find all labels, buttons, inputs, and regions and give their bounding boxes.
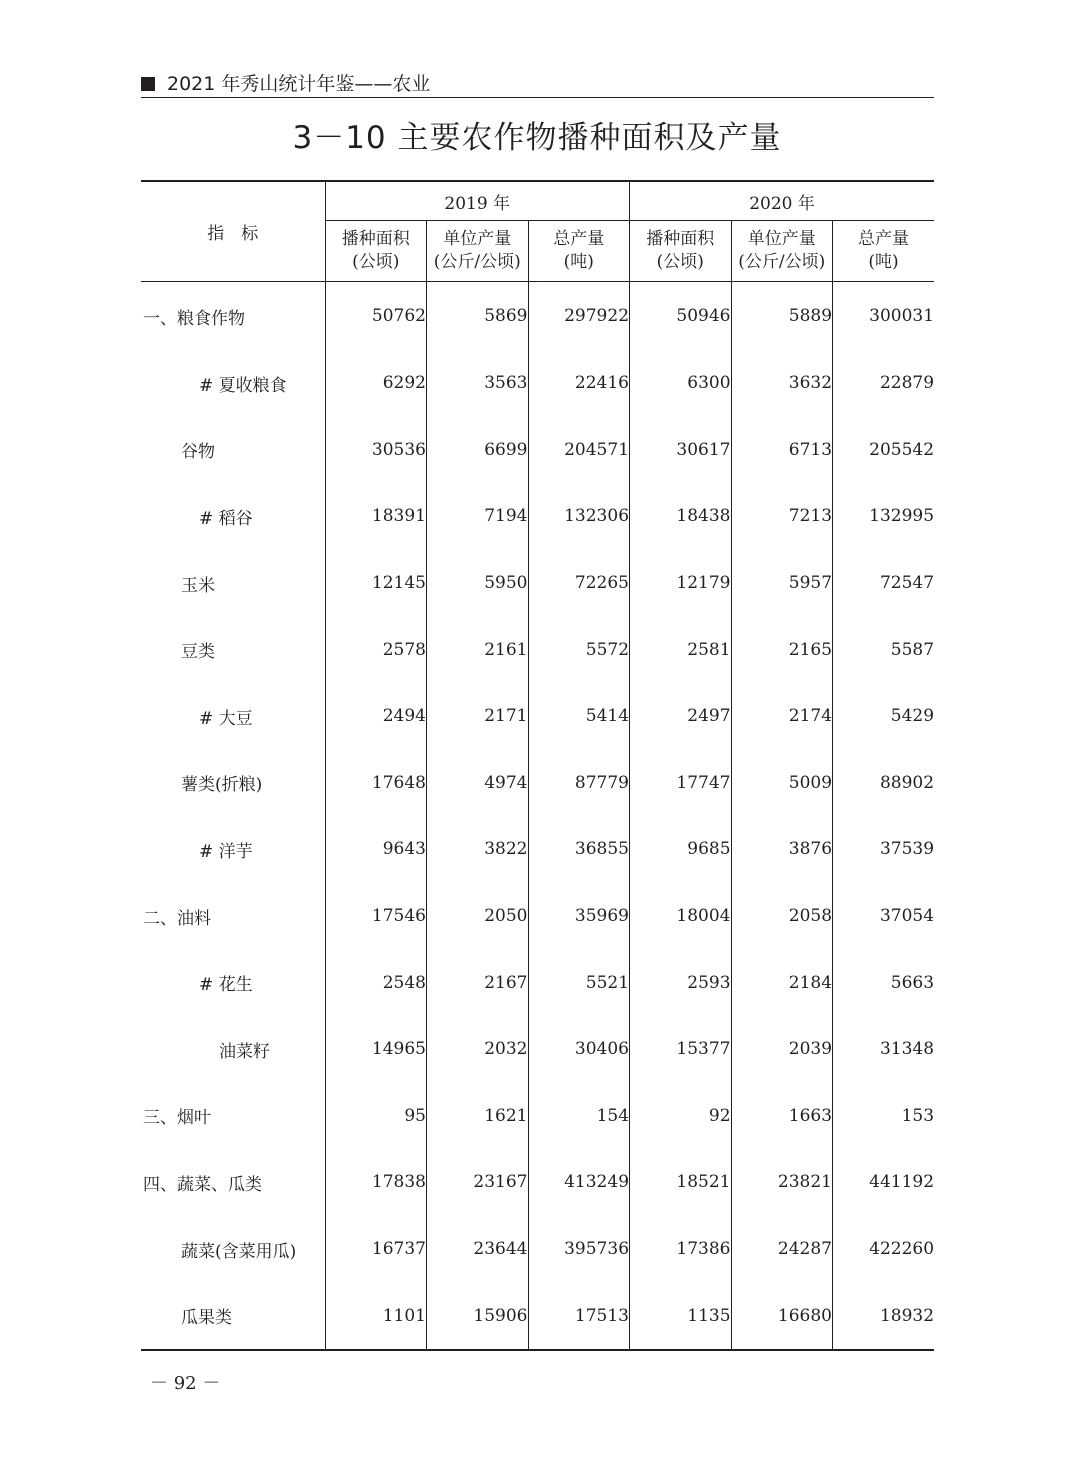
- table-cell: 14965: [325, 1016, 427, 1083]
- table-cell: 5587: [890, 639, 935, 660]
- table-cell: 2050: [427, 883, 529, 950]
- table-cell: 441192: [869, 1172, 935, 1193]
- table-row: [141, 417, 934, 484]
- table-cell: 9643: [325, 816, 427, 883]
- row-label: # 稻谷: [141, 483, 325, 550]
- table-cell: 92: [630, 1083, 732, 1150]
- table-cell: 23644: [427, 1216, 529, 1283]
- table-cell: 72265: [528, 550, 630, 617]
- table-cell: 17546: [325, 883, 427, 950]
- table-cell: 87779: [528, 750, 630, 817]
- table-cell: 2578: [325, 616, 427, 683]
- table-cell: 300031: [869, 306, 935, 326]
- table-cell: 5889: [731, 282, 833, 351]
- table-cell: 22879: [879, 373, 935, 394]
- table-row: [141, 883, 934, 950]
- table-cell: 1663: [731, 1083, 833, 1150]
- column-header-yield-2020: 单位产量 (公斤/公顷): [731, 221, 833, 282]
- table-cell: 15906: [427, 1282, 529, 1350]
- table-cell: 204571: [528, 417, 630, 484]
- table-row: [141, 1083, 934, 1150]
- table-cell: 30617: [630, 417, 732, 484]
- row-label: # 洋芋: [141, 816, 325, 883]
- table-cell: 7194: [427, 483, 529, 550]
- table-cell: 3876: [731, 816, 833, 883]
- table-cell: 31348: [879, 1039, 935, 1060]
- table-cell: 17747: [630, 750, 732, 817]
- row-label: 瓜果类: [141, 1282, 325, 1350]
- table-cell: 9685: [630, 816, 732, 883]
- table-cell: 36855: [528, 816, 630, 883]
- row-label: 谷物: [141, 417, 325, 484]
- table-cell: 12145: [325, 550, 427, 617]
- row-label: # 夏收粮食: [141, 350, 325, 417]
- table-cell: 5869: [427, 282, 529, 351]
- row-label: 四、蔬菜、瓜类: [141, 1149, 325, 1216]
- year-header-2019: 2019 年: [325, 181, 630, 221]
- table-cell: 413249: [528, 1149, 630, 1216]
- table-cell: 6300: [630, 350, 732, 417]
- table-row: [141, 1016, 934, 1083]
- table-cell: 132995: [869, 506, 935, 527]
- table-cell: 72547: [879, 573, 935, 594]
- table-cell: 2058: [731, 883, 833, 950]
- table-cell: 5521: [528, 949, 630, 1016]
- year-header-2020: 2020 年: [630, 181, 935, 221]
- table-cell: 2581: [630, 616, 732, 683]
- table-row: [141, 616, 934, 683]
- table-cell: 1135: [630, 1282, 732, 1350]
- running-head: [141, 72, 934, 96]
- table-cell: 12179: [630, 550, 732, 617]
- table-row: [141, 683, 934, 750]
- column-header-output-2020: 总产量 (吨): [833, 221, 935, 282]
- table-row: [141, 350, 934, 417]
- table-cell: 17648: [325, 750, 427, 817]
- table-cell: 6699: [427, 417, 529, 484]
- table-cell: 2548: [325, 949, 427, 1016]
- table-cell: 5950: [427, 550, 529, 617]
- table-cell: 95: [325, 1083, 427, 1150]
- table-cell: 2165: [731, 616, 833, 683]
- header-rule: [141, 97, 934, 98]
- table-cell: 23167: [427, 1149, 529, 1216]
- table-cell: 5429: [890, 706, 935, 727]
- table-cell: 3563: [427, 350, 529, 417]
- table-cell: 50762: [325, 282, 427, 351]
- table-cell: 30406: [528, 1016, 630, 1083]
- column-header-area-2020: 播种面积 (公顷): [630, 221, 732, 282]
- row-label: 一、粮食作物: [141, 282, 325, 351]
- crop-area-yield-table: [141, 180, 934, 1351]
- table-cell: 18438: [630, 483, 732, 550]
- page-number: － 92 －: [150, 1373, 221, 1394]
- running-head-text: 2021 年秀山统计年鉴——农业: [167, 73, 431, 95]
- table-cell: 297922: [528, 282, 630, 351]
- table-row: [141, 550, 934, 617]
- table-cell: 17513: [528, 1282, 630, 1350]
- table-cell: 2161: [427, 616, 529, 683]
- black-square-icon: [141, 77, 155, 91]
- table-cell: 132306: [528, 483, 630, 550]
- table-cell: 5957: [731, 550, 833, 617]
- row-label: # 花生: [141, 949, 325, 1016]
- row-label: 蔬菜(含菜用瓜): [141, 1216, 325, 1283]
- table-cell: 37054: [879, 906, 935, 927]
- table-cell: 88902: [879, 772, 935, 793]
- table-cell: 2184: [731, 949, 833, 1016]
- table-row: [141, 1282, 934, 1350]
- row-label: 豆类: [141, 616, 325, 683]
- table-cell: 5009: [731, 750, 833, 817]
- table-row: [141, 816, 934, 883]
- row-label: 薯类(折粮): [141, 750, 325, 817]
- table-row: [141, 1149, 934, 1216]
- row-label: 二、油料: [141, 883, 325, 950]
- row-label: 玉米: [141, 550, 325, 617]
- table-cell: 7213: [731, 483, 833, 550]
- table-cell: 4974: [427, 750, 529, 817]
- table-cell: 15377: [630, 1016, 732, 1083]
- table-cell: 16680: [731, 1282, 833, 1350]
- table-cell: 2174: [731, 683, 833, 750]
- table-cell: 1621: [427, 1083, 529, 1150]
- table-cell: 5572: [528, 616, 630, 683]
- table-row: [141, 282, 934, 351]
- row-label: 油菜籽: [141, 1016, 325, 1083]
- table-cell: 24287: [731, 1216, 833, 1283]
- table-cell: 6713: [731, 417, 833, 484]
- table-cell: 37539: [879, 839, 935, 860]
- table-cell: 16737: [325, 1216, 427, 1283]
- column-header-output-2019: 总产量 (吨): [528, 221, 630, 282]
- table-cell: 35969: [528, 883, 630, 950]
- table-cell: 2167: [427, 949, 529, 1016]
- table-cell: 395736: [528, 1216, 630, 1283]
- table-cell: 422260: [869, 1239, 935, 1260]
- table-cell: 18004: [630, 883, 732, 950]
- table-cell: 18521: [630, 1149, 732, 1216]
- table-cell: 18391: [325, 483, 427, 550]
- table-row: [141, 483, 934, 550]
- row-label: 三、烟叶: [141, 1083, 325, 1150]
- table-row: [141, 949, 934, 1016]
- table-cell: 2032: [427, 1016, 529, 1083]
- page-title: 3－10 主要农作物播种面积及产量: [292, 120, 782, 156]
- table-cell: 17838: [325, 1149, 427, 1216]
- table-cell: 2497: [630, 683, 732, 750]
- column-header-area-2019: 播种面积 (公顷): [325, 221, 427, 282]
- table-cell: 18932: [833, 1282, 935, 1350]
- table-cell: 5414: [528, 683, 630, 750]
- table-cell: 30536: [325, 417, 427, 484]
- table-cell: 3822: [427, 816, 529, 883]
- table-cell: 2039: [731, 1016, 833, 1083]
- table-cell: 1101: [325, 1282, 427, 1350]
- table-cell: 153: [901, 1105, 935, 1126]
- table-cell: 2494: [325, 683, 427, 750]
- table-cell: 5663: [890, 972, 935, 993]
- table-cell: 6292: [325, 350, 427, 417]
- column-header-yield-2019: 单位产量 (公斤/公顷): [427, 221, 529, 282]
- table-row: [141, 750, 934, 817]
- row-label: # 大豆: [141, 683, 325, 750]
- table-cell: 17386: [630, 1216, 732, 1283]
- table-cell: 3632: [731, 350, 833, 417]
- table-cell: 2593: [630, 949, 732, 1016]
- table-cell: 154: [528, 1083, 630, 1150]
- table-cell: 23821: [731, 1149, 833, 1216]
- indicator-header: 指 标: [141, 181, 325, 282]
- table-cell: 205542: [869, 439, 935, 460]
- table-body: [141, 282, 934, 1350]
- table-cell: 22416: [528, 350, 630, 417]
- table-cell: 2171: [427, 683, 529, 750]
- table-cell: 50946: [630, 282, 732, 351]
- table-row: [141, 1216, 934, 1283]
